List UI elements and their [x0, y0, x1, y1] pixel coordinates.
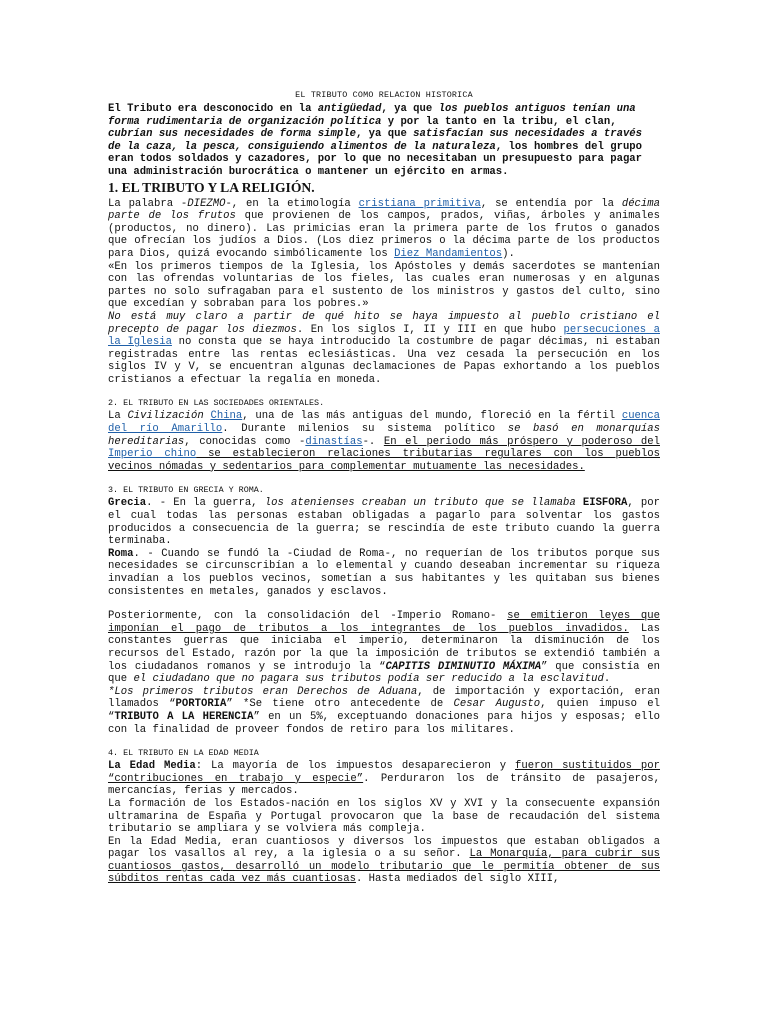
imperio-romano-paragraph: Posteriormente, con la consolidación del -Imperio Romano- se emitieron leyes que imponían el pago de tributos a los integrantes de los pueblos invadidos. Las constantes guerras que iniciaba el imperio, determinaron la disminución de los recursos del Estado, razón por la que la imposición de tributos se extendió también a los ciudadanos romanos y se introdujo la “CAPITIS DIMINUTIO MÁXIMA” que consistía en que el ciudadano que no pagara sus tributos podía ser reducido a la esclavitud. *Los primeros tributos eran Derechos de Aduana, de importación y exportación, eran llamados “PORTORIA” *Se tiene otro antecedente de Cesar Augusto, quien impuso el “TRIBUTO A LA HERENCIA” en un 5%, exceptuando donaciones para hijos y esposas; ello con la finalidad de proveer fondos de retiro para los militares.: [108, 610, 661, 736]
link-cuenca-rio-amarillo[interactable]: cuenca del río Amarillo: [108, 410, 660, 436]
paragraph-spacer: [108, 598, 660, 610]
roma-paragraph: Roma. - Cuando se fundó la -Ciudad de Roma-, no requerían de los tributos porque sus necesidades se circunscribían a lo elemental y cuando deseaban incrementar su riqueza invadían a los pueblos vecinos, sometían a sus habitantes y les quitaban sus bienes consistentes en metales, ganados y esclavos.: [108, 547, 660, 598]
document-title: EL TRIBUTO COMO RELACION HISTORICA: [295, 90, 473, 100]
section-4-heading: 4. EL TRIBUTO EN LA EDAD MEDIA: [108, 748, 259, 759]
link-china[interactable]: China: [210, 410, 243, 423]
persecuciones-paragraph: No está muy claro a partir de qué hito se haya impuesto al pueblo cristiano el precepto de pagar los diezmos. En los siglos I, II y III en que hubo persecuciones a la Iglesia no consta que se haya introducido la costumbre de pagar décimas, ni estaban registradas entre las rentas eclesiásticas. Una vez cesada la persecución en los siglos IV y V, se encuentran algunas declamaciones de Papas exhortando a los pueblos cristianos a efectuar la regalía en moneda.: [108, 310, 660, 386]
section-3-heading: 3. EL TRIBUTO EN GRECIA Y ROMA.: [108, 485, 264, 496]
grecia-paragraph: Grecia. - En la guerra, los atenienses creaban un tributo que se llamaba EISFORA, por el cual todas las personas estaban obligadas a pagarlo para solventar los gastos producidos a consecuencia de la guerra; se rescindía de este tributo cuando la guerra terminaba.: [108, 497, 660, 548]
section-1-heading: 1. EL TRIBUTO Y LA RELIGIÓN.: [108, 179, 315, 195]
section-2-heading: 2. EL TRIBUTO EN LAS SOCIEDADES ORIENTALES.: [108, 398, 325, 409]
diezmo-paragraph: La palabra -DIEZMO-, en la etimología cristiana primitiva, se entendía por la décima parte de los frutos que provienen de los campos, prados, viñas, árboles y animales (productos, no dinero). Las primicias eran la primera parte de los frutos o ganados que ofrecían los judíos a Dios. (Los diez primeros o la décima parte de los productos para Dios, quizá evocando simbólicamente los Diez Mandamientos).: [108, 197, 660, 260]
link-imperio-chino[interactable]: Imperio chino: [108, 448, 197, 461]
estados-nacion-paragraph: La formación de los Estados-nación en los siglos XV y XVI y la consecuente expansión ultramarina de España y Portugal provocaron que la base de recaudación del sistema tributario se ampliara y se volviera más compleja.: [108, 797, 660, 836]
link-cristiana-primitiva[interactable]: cristiana primitiva: [358, 197, 481, 210]
intro-paragraph: El Tributo era desconocido en la antigüedad, ya que los pueblos antiguos tenían una forma rudimentaria de organización política y por la tanto en la tribu, el clan, cubrían sus necesidades de forma simple, ya que satisfacían sus necesidades a través de la caza, la pesca, consiguiendo alimentos de la naturaleza, los hombres del grupo eran todos soldados y cazadores, por lo que no necesitaban un presupuesto para pagar una administración burocrática o mantener un ejército en armas.: [108, 103, 643, 178]
apostoles-quote-paragraph: «En los primeros tiempos de la Iglesia, los Apóstoles y demás sacerdotes se mantenían con las ofrendas voluntarias de los fieles, las cuales eran numerosas y en algunas partes no solo sufragaban para el sustento de los ministros y gastos del culto, sino que excedían y sobraban para los pobres.»: [108, 260, 660, 311]
china-paragraph: La Civilización China, una de las más antiguas del mundo, floreció en la fértil cuenca del río Amarillo. Durante milenios su sistema político se basó en monarquías hereditarias, conocidas como -dinastías-. En el periodo más próspero y poderoso del Imperio chino se establecieron relaciones tributarias regulares con los pueblos vecinos nómadas y sedentarios para complementar mutuamente las necesidades.: [108, 410, 660, 473]
link-dinastias[interactable]: dinastías: [305, 435, 363, 448]
monarquia-paragraph: En la Edad Media, eran cuantiosos y diversos los impuestos que estaban obligados a pagar los vasallos al rey, a la iglesia o a su señor. La Monarquía, para cubrir sus cuantiosos gastos, desarrolló un modelo tributario que le permitía obtener de sus súbditos rentas cada vez más cuantiosas. Hasta mediados del siglo XIII,: [108, 835, 660, 886]
edad-media-paragraph: La Edad Media: La mayoría de los impuestos desaparecieron y fueron sustituidos por “contribuciones en trabajo y especie”. Perduraron los de tránsito de pasajeros, mercancías, ferias y mercados.: [108, 760, 660, 798]
link-diez-mandamientos[interactable]: Diez Mandamientos: [394, 247, 503, 260]
link-persecuciones-iglesia[interactable]: persecuciones a la Iglesia: [108, 323, 660, 349]
